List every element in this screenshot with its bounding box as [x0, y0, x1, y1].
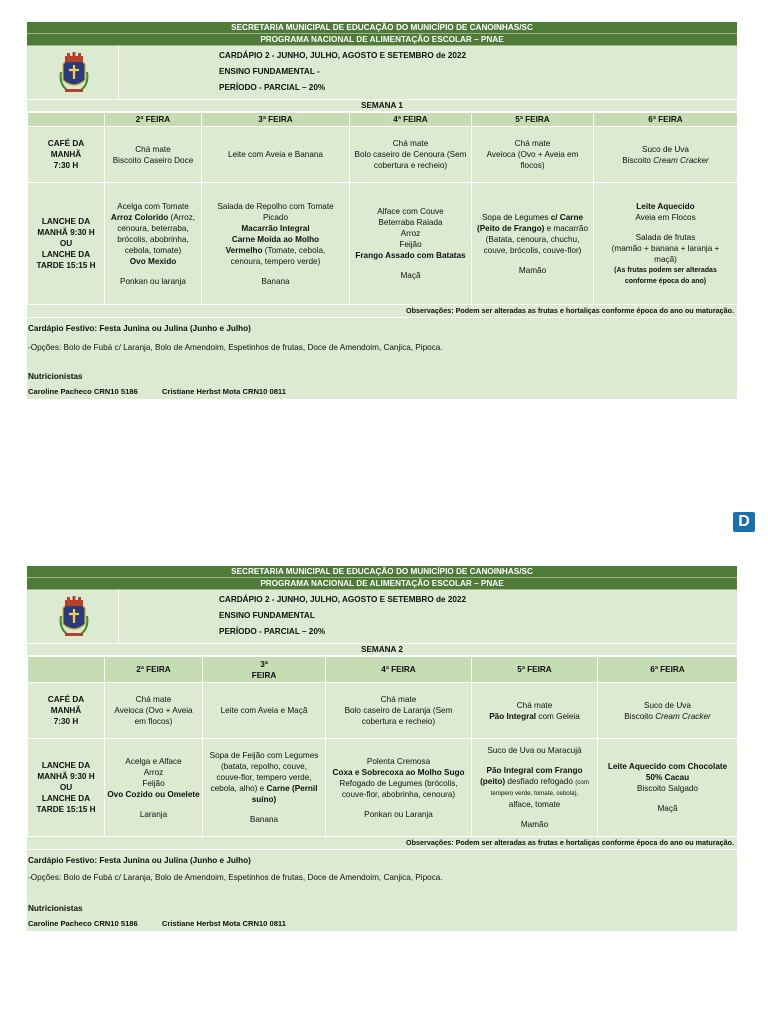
label-line: LANCHE DA [41, 250, 91, 259]
cafe-friday [598, 683, 738, 739]
nutricionistas-title: Nutricionistas [28, 372, 83, 381]
menu-line: em flocos) [134, 717, 173, 726]
festivo-options: -Opções: Bolo de Fubá c/ Laranja, Bolo de Amendoim, Espetinhos de frutas, Doce de Amendoim, Canjica, Pipoca. [28, 873, 443, 882]
label-line: MANHÃ [50, 150, 82, 159]
menu-line: Chá mate [380, 695, 417, 704]
day-header-wednesday: 4ª FEIRA [350, 113, 472, 127]
menu-text: Cream Cracker [653, 155, 709, 165]
periodo-title: PERÍODO - PARCIAL – 20% [219, 83, 326, 92]
menu-line: suíno) [251, 795, 277, 804]
menu-line: Aveia em Flocos [635, 212, 696, 222]
day-header-monday: 2ª FEIRA [105, 657, 203, 683]
menu-line: Macarrão Integral [241, 223, 310, 233]
label-line: MANHÃ [50, 706, 82, 715]
menu-line: Acelga com Tomate [117, 201, 189, 211]
label-line: TARDE 15:15 H [36, 261, 96, 270]
lanche-tuesday [203, 739, 326, 837]
menu-line: Banana [249, 815, 279, 824]
menu-line: Chá mate [135, 695, 172, 704]
menu-table [27, 656, 738, 837]
label-line: LANCHE DA [41, 794, 91, 803]
observacoes-note: Observações: Podem ser alteradas as frutas e hortaliças conforme época do ano ou maturação. [27, 305, 737, 318]
row-label-cafe [28, 127, 105, 183]
menu-line: Mamão [520, 820, 549, 829]
day-header-monday: 2ª FEIRA [105, 113, 202, 127]
nutricionista-1: Caroline Pacheco CRN10 5186 [28, 919, 138, 928]
menu-line: tempero verde, tomate, cebola), [490, 790, 579, 797]
day-header-row [28, 657, 738, 683]
menu-line: Leite com Aveia e Banana [228, 150, 323, 159]
cafe-tuesday [202, 127, 350, 183]
label-line: CAFÉ DA [47, 695, 85, 704]
menu-line: brócolis, abobrinha, [117, 234, 189, 244]
cardapio-title: CARDÁPIO 2 - JUNHO, JULHO, AGOSTO E SETEMBRO de 2022 [219, 595, 467, 604]
menu-line: flocos) [520, 161, 545, 170]
menu-line: couve-flor, tempero verde, [216, 773, 312, 782]
day-header-line: FEIRA [251, 670, 277, 680]
menu-line: Chá mate [392, 139, 429, 148]
cafe-row [28, 127, 738, 183]
menu-line [474, 711, 595, 722]
label-line: OU [59, 239, 73, 248]
menu-line: alface, tomate [508, 800, 561, 809]
nutricionistas-names [28, 916, 736, 931]
cafe-row [28, 683, 738, 739]
menu-line: Chá mate [135, 144, 171, 154]
menu-table [27, 112, 738, 305]
spacer [205, 805, 323, 814]
ensino-title: ENSINO FUNDAMENTAL - [219, 67, 320, 76]
menu-line: Ovo Cozido ou Omelete [107, 789, 200, 799]
label-line: 7:30 H [53, 717, 79, 726]
day-header-wednesday: 4ª FEIRA [326, 657, 472, 683]
week-label: SEMANA 1 [27, 100, 737, 112]
nutricionista-2: Cristiane Herbst Mota CRN10 0811 [161, 919, 286, 928]
menu-line: couve-flor, abobrinha, cenoura) [341, 789, 456, 799]
menu-line: Maçã [400, 271, 421, 280]
cafe-thursday [472, 127, 594, 183]
menu-line: Picado [262, 212, 289, 222]
menu-line: Leite Aquecido [636, 201, 695, 211]
menu-line: Arroz [143, 767, 164, 777]
festivo-title: Cardápio Festivo: Festa Junina ou Julina (Junho e Julho) [28, 324, 251, 333]
menu-text: Cream Cracker [655, 711, 711, 721]
menu-text: (Tomate, cebola, [262, 245, 326, 255]
menu-line: Frango Assado com Batatas [355, 251, 466, 260]
menu-line: Beterraba Ralada [378, 218, 443, 227]
menu-line [107, 212, 199, 223]
menu-line: Refogado de Legumes (brócolis, [339, 778, 458, 788]
week-label: SEMANA 2 [27, 644, 737, 656]
header-pnae: PROGRAMA NACIONAL DE ALIMENTAÇÃO ESCOLAR – PNAE [27, 34, 737, 46]
menu-line: Carne Moída ao Molho [231, 234, 320, 244]
menu-line: (mamão + banana + laranja + [611, 243, 720, 253]
municipal-coat-of-arms-icon [59, 50, 89, 94]
menu-line: maçã) [654, 254, 677, 264]
menu-line: Chá mate [516, 700, 553, 710]
row-label-lanche [28, 739, 105, 837]
cafe-thursday [472, 683, 598, 739]
spacer [474, 810, 595, 819]
menu-line: Leite com Aveia e Maçã [220, 706, 308, 715]
day-header-tuesday [203, 657, 326, 683]
menu-text: (Arroz, [168, 212, 196, 222]
spacer [204, 267, 347, 276]
menu-line: (batata, repolho, couve, [220, 762, 308, 771]
ensino-title: ENSINO FUNDAMENTAL [219, 611, 315, 620]
menu-line: Mamão [518, 265, 547, 275]
logo-cell [27, 46, 119, 99]
cardapio-title: CARDÁPIO 2 - JUNHO, JULHO, AGOSTO E SETEMBRO de 2022 [219, 51, 467, 60]
menu-line: cobertura e recheio) [361, 717, 436, 726]
menu-line: Feijão [399, 240, 422, 249]
periodo-title: PERÍODO - PARCIAL – 20% [219, 627, 326, 636]
menu-line: Sopa de Feijão com Legumes [209, 751, 319, 760]
menu-line: Banana [261, 276, 290, 286]
menu-text: (com [575, 779, 589, 786]
document-viewer-badge-icon[interactable]: D [733, 512, 755, 532]
title-block [27, 46, 737, 100]
menu-line: Aveioca (Ovo + Aveia [114, 706, 193, 715]
menu-text: Biscoito [622, 155, 654, 165]
menu-text: (peito) [480, 777, 506, 786]
menu-line: Aveioca (Ovo + Aveia em [486, 150, 579, 159]
cafe-wednesday [350, 127, 472, 183]
lanche-wednesday [350, 183, 472, 305]
day-header-row [28, 113, 738, 127]
spacer [474, 256, 591, 265]
menu-line: 50% Cacau [645, 773, 690, 782]
menu-line: conforme época do ano) [624, 277, 707, 285]
menu-text: Biscoito [624, 711, 656, 721]
menu-line: cebola, tomate) [124, 245, 182, 255]
lanche-monday [105, 183, 202, 305]
row-label-cafe [28, 683, 105, 739]
label-line: 7:30 H [53, 161, 79, 170]
menu-line: cenoura, tempero verde) [230, 256, 321, 266]
menu-line: Biscoito Caseiro Doce [112, 155, 194, 165]
menu-sheet-week-1 [27, 22, 737, 399]
header-secretaria: SECRETARIA MUNICIPAL DE EDUCAÇÃO DO MUNICÍPIO DE CANOINHAS/SC [27, 22, 737, 34]
menu-text: c/ Carne [550, 212, 584, 222]
lanche-row [28, 183, 738, 305]
spacer [352, 261, 469, 270]
menu-line: Arroz [400, 229, 421, 238]
lanche-thursday [472, 739, 598, 837]
label-line: OU [59, 783, 73, 792]
day-header-thursday: 5ª FEIRA [472, 113, 594, 127]
menu-line: Bolo caseiro de Cenoura (Sem [354, 150, 467, 159]
menu-line: Maçã [657, 804, 678, 813]
menu-line: Ponkan ou Laranja [364, 809, 433, 819]
menu-line: Leite Aquecido com Chocolate [607, 762, 728, 771]
menu-text: Carne (Pernil [266, 784, 318, 793]
menu-line [205, 783, 323, 794]
day-header-thursday: 5ª FEIRA [472, 657, 598, 683]
empty-header-cell [28, 113, 105, 127]
label-line: TARDE 15:15 H [36, 805, 96, 814]
menu-text: desfiado refogado [505, 777, 576, 786]
menu-line: Suco de Uva [644, 700, 691, 710]
nutricionistas-names [28, 384, 736, 399]
menu-line: Salada de frutas [635, 232, 696, 242]
menu-line: Salada de Repolho com Tomate [217, 201, 334, 211]
menu-line: Polenta Cremosa [366, 756, 431, 766]
header-pnae: PROGRAMA NACIONAL DE ALIMENTAÇÃO ESCOLAR – PNAE [27, 578, 737, 590]
menu-sheet-week-2 [27, 566, 737, 931]
menu-line [596, 155, 735, 166]
menu-text: Sopa de Legumes [481, 212, 551, 222]
label-line: MANHÃ 9:30 H [37, 228, 95, 237]
spacer [596, 223, 735, 232]
menu-line [474, 776, 595, 788]
menu-line: cobertura e recheio) [373, 161, 448, 170]
menu-text: cebola, alho) e [210, 784, 267, 793]
menu-text: e macarrão [544, 223, 588, 233]
nutricionistas-section [27, 901, 737, 931]
observacoes-note: Observações: Podem ser alteradas as frutas e hortaliças conforme época do ano ou maturação. [27, 837, 737, 850]
menu-line [204, 245, 347, 256]
menu-line: Bolo caseiro de Laranja (Sem [344, 706, 453, 715]
day-header-friday: 6ª FEIRA [594, 113, 738, 127]
festivo-section [27, 318, 737, 369]
spacer [107, 267, 199, 276]
festivo-section [27, 850, 737, 901]
nutricionistas-title: Nutricionistas [28, 904, 83, 913]
cafe-monday [105, 127, 202, 183]
menu-line: Suco de Uva [642, 144, 689, 154]
menu-line: Feijão [142, 778, 165, 788]
lanche-monday [105, 739, 203, 837]
cafe-monday [105, 683, 203, 739]
menu-line: Ponkan ou laranja [119, 276, 186, 286]
menu-line: Pão Integral com Frango [486, 766, 583, 775]
lanche-friday [598, 739, 738, 837]
header-secretaria: SECRETARIA MUNICIPAL DE EDUCAÇÃO DO MUNICÍPIO DE CANOINHAS/SC [27, 566, 737, 578]
title-block [27, 590, 737, 644]
lanche-row [28, 739, 738, 837]
nutricionistas-section [27, 369, 737, 399]
spacer [107, 800, 200, 809]
menu-line: (Batata, cenoura, chuchu, [485, 234, 580, 244]
nutricionista-2: Cristiane Herbst Mota CRN10 0811 [161, 387, 286, 396]
spacer [474, 756, 595, 765]
menu-line: Coxa e Sobrecoxa ao Molho Sugo [332, 767, 465, 777]
festivo-title: Cardápio Festivo: Festa Junina ou Julina (Junho e Julho) [28, 856, 251, 865]
menu-line: cenoura, beterraba, [117, 223, 189, 233]
menu-line: couve, brócolis, couve-flor) [483, 245, 582, 255]
menu-line [474, 212, 591, 223]
label-line: CAFÉ DA [47, 139, 85, 148]
menu-line: Chá mate [514, 139, 551, 148]
menu-line: Laranja [139, 809, 168, 819]
cafe-wednesday [326, 683, 472, 739]
label-line: LANCHE DA [41, 217, 91, 226]
menu-text: Pão Integral [489, 711, 537, 721]
spacer [600, 794, 735, 803]
logo-cell [27, 590, 119, 643]
nutricionista-1: Caroline Pacheco CRN10 5186 [28, 387, 138, 396]
lanche-thursday [472, 183, 594, 305]
menu-line: Biscoito Salgado [637, 784, 698, 793]
menu-text: Vermelho [225, 245, 263, 255]
lanche-friday [594, 183, 738, 305]
menu-text: Arroz Colorido [110, 212, 169, 222]
menu-text: com Geleia [536, 711, 580, 721]
lanche-wednesday [326, 739, 472, 837]
day-header-line: 3ª [260, 659, 268, 669]
day-header-friday: 6ª FEIRA [598, 657, 738, 683]
menu-line: Acelga e Alface [125, 756, 182, 766]
title-lines [219, 48, 466, 96]
menu-line [474, 223, 591, 234]
cafe-tuesday [203, 683, 326, 739]
row-label-lanche [28, 183, 105, 305]
festivo-options: -Opções: Bolo de Fubá c/ Laranja, Bolo de Amendoim, Espetinhos de frutas, Doce de Amendoim, Canjica, Pipoca. [28, 343, 443, 352]
menu-line: Suco de Uva ou Maracujá [487, 746, 582, 755]
label-line: LANCHE DA [41, 761, 91, 770]
day-header-tuesday: 3ª FEIRA [202, 113, 350, 127]
menu-text: (Peito de Frango) [476, 223, 545, 233]
menu-line: (As frutas podem ser alteradas [614, 266, 717, 274]
title-lines [219, 592, 466, 640]
lanche-tuesday [202, 183, 350, 305]
empty-header-cell [28, 657, 105, 683]
menu-line: Alface com Couve [377, 207, 444, 216]
municipal-coat-of-arms-icon [59, 594, 89, 638]
spacer [328, 800, 469, 809]
label-line: MANHÃ 9:30 H [37, 772, 95, 781]
cafe-friday [594, 127, 738, 183]
menu-line: Ovo Mexido [129, 256, 177, 266]
menu-line [600, 711, 735, 722]
